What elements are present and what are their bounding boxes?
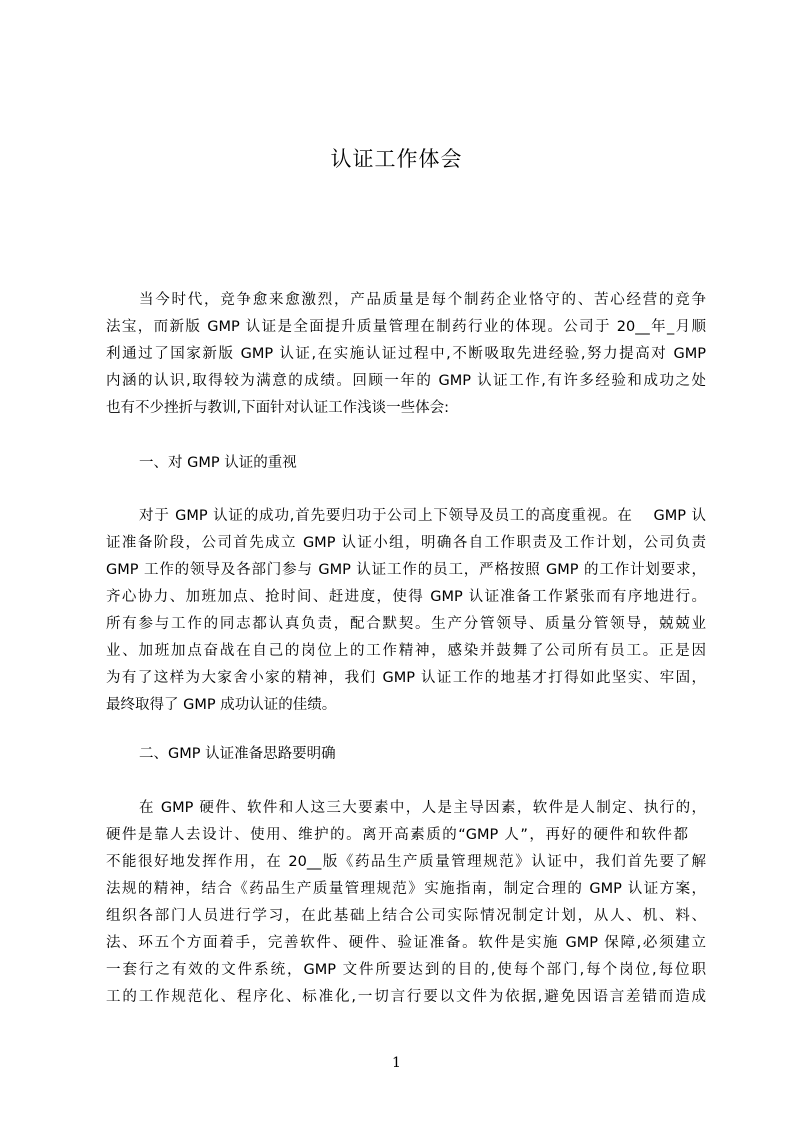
section-heading: 二、GMP 认证准备思路要明确 — [139, 746, 336, 762]
paragraph-line: 内涵的认识,取得较为满意的成绩。回顾一年的 GMP 认证工作,有许多经验和成功之处 — [106, 373, 706, 389]
paragraph-line: 最终取得了 GMP 成功认证的佳绩。 — [106, 697, 337, 713]
paragraph-line: 证准备阶段，公司首先成立 GMP 认证小组，明确各自工作职责及工作计划，公司负责 — [106, 535, 706, 551]
paragraph-line: 业、加班加点奋战在自己的岗位上的工作精神，感染并鼓舞了公司所有员工。正是因 — [106, 643, 706, 659]
document-title: 认证工作体会 — [330, 147, 463, 171]
paragraph-line: 齐心协力、加班加点、抢时间、赶进度，使得 GMP 认证准备工作紧张而有序地进行。 — [106, 589, 706, 605]
paragraph-line: 当今时代，竞争愈来愈激烈，产品质量是每个制药企业恪守的、苦心经营的竞争 — [139, 292, 706, 308]
paragraph-line: 法宝，而新版 GMP 认证是全面提升质量管理在制药行业的体现。公司于 20__年_月顺 — [106, 319, 706, 335]
paragraph-line: 在 GMP 硬件、软件和人这三大要素中，人是主导因素，软件是人制定、执行的， — [139, 800, 706, 816]
paragraph-line: GMP 工作的领导及各部门参与 GMP 认证工作的员工，严格按照 GMP 的工作计划要求， — [106, 562, 706, 578]
paragraph-line: 所有参与工作的同志都认真负责，配合默契。生产分管领导、质量分管领导，兢兢业 — [106, 616, 706, 632]
paragraph-line: 不能很好地发挥作用，在 20__版《药品生产质量管理规范》认证中，我们首先要了解 — [106, 854, 706, 870]
page-number: 1 — [392, 1055, 401, 1071]
paragraph-line: 为有了这样为大家舍小家的精神，我们 GMP 认证工作的地基才打得如此坚实、牢固， — [106, 670, 706, 686]
paragraph-line: 硬件是靠人去设计、使用、维护的。离开高素质的“GMP 人”，再好的硬件和软件都 — [106, 827, 688, 843]
paragraph-line: 法规的精神，结合《药品生产质量管理规范》实施指南，制定合理的 GMP 认证方案， — [106, 881, 706, 897]
paragraph-line: 对于 GMP 认证的成功,首先要归功于公司上下领导及员工的高度重视。在 GMP 认 — [139, 508, 706, 524]
paragraph-line: 组织各部门人员进行学习，在此基础上结合公司实际情况制定计划，从人、机、料、 — [106, 908, 706, 924]
section-heading: 一、对 GMP 认证的重视 — [139, 455, 297, 471]
paragraph-line: 工的工作规范化、程序化、标准化,一切言行要以文件为依据,避免因语言差错而造成 — [106, 989, 706, 1005]
paragraph-line: 一套行之有效的文件系统，GMP 文件所要达到的目的,使每个部门,每个岗位,每位职 — [106, 962, 706, 978]
paragraph-line: 利通过了国家新版 GMP 认证,在实施认证过程中,不断吸取先进经验,努力提高对 GMP — [106, 346, 706, 362]
paragraph-line: 也有不少挫折与教训,下面针对认证工作浅谈一些体会: — [106, 400, 449, 416]
paragraph-line: 法、环五个方面着手，完善软件、硬件、验证准备。软件是实施 GMP 保障,必须建立 — [106, 935, 706, 951]
